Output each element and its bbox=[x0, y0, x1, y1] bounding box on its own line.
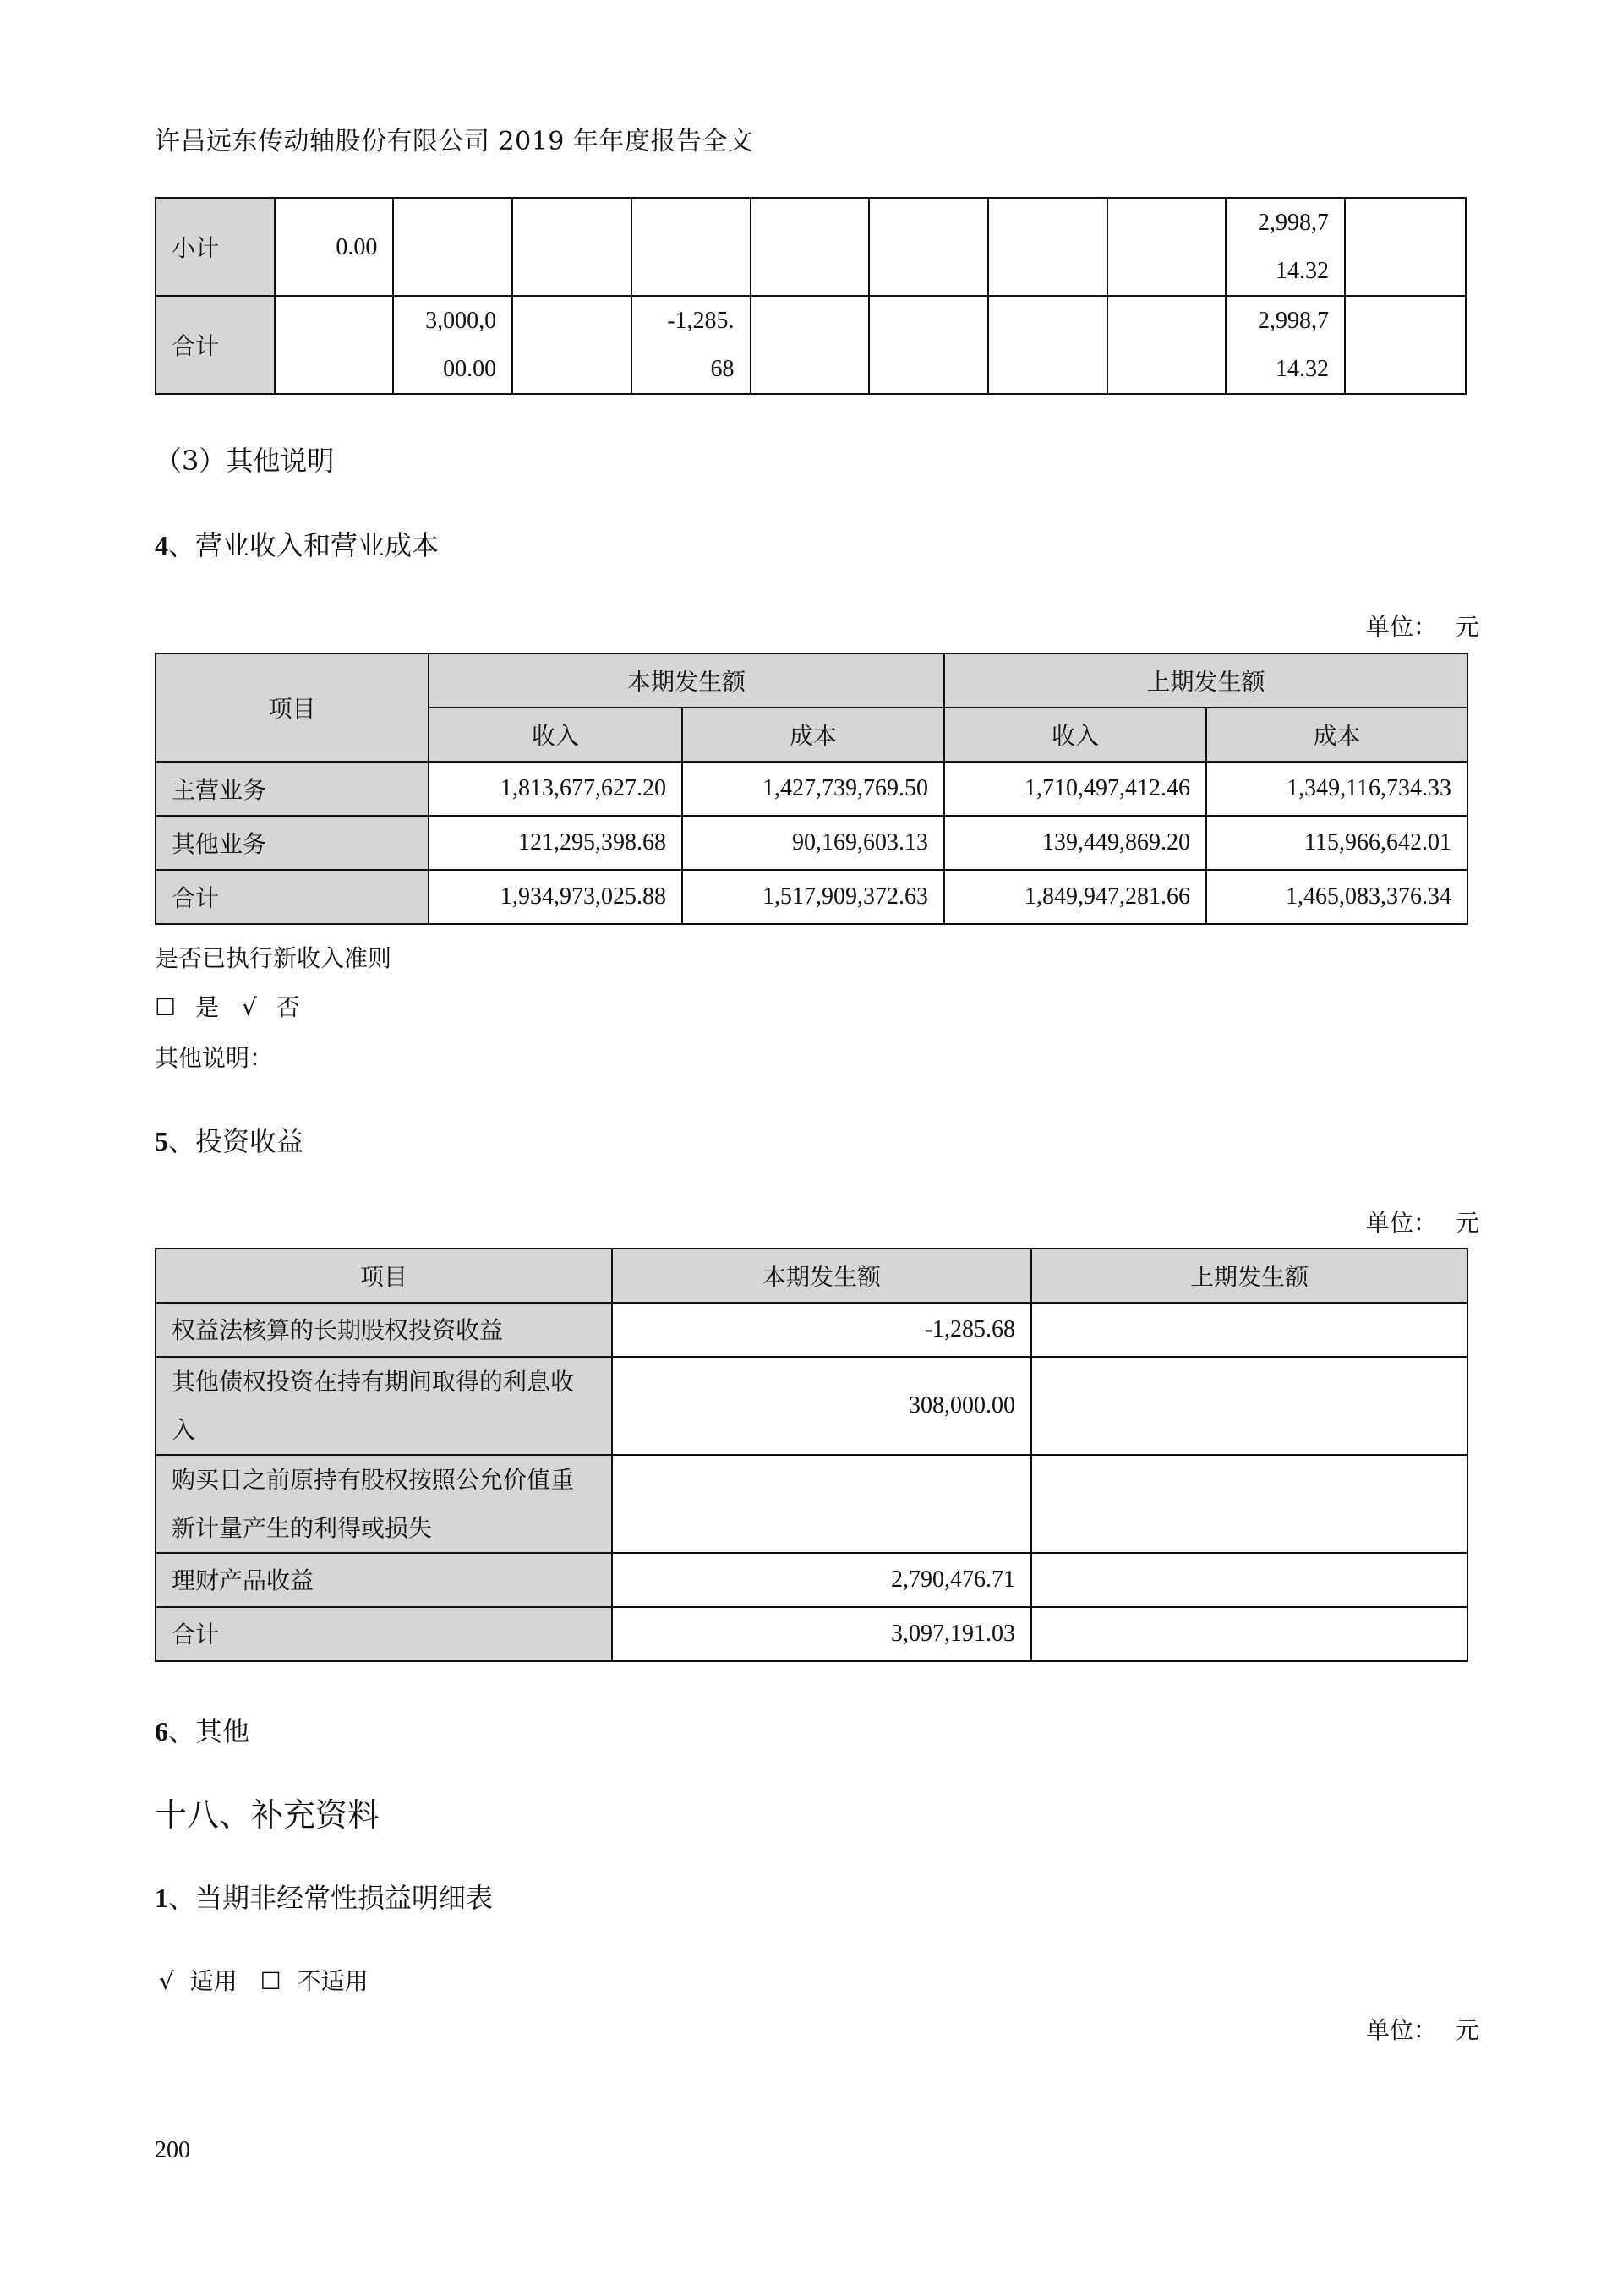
top-table-cell bbox=[988, 296, 1107, 394]
unit-label: 单位： bbox=[1365, 613, 1437, 641]
investment-table bbox=[155, 1248, 1468, 1662]
top-table-cell bbox=[869, 198, 988, 296]
checkbox-empty-icon: ☐ bbox=[260, 1967, 281, 1995]
top-table-cell bbox=[512, 296, 631, 394]
top-table-cell bbox=[751, 198, 870, 296]
revenue-row bbox=[156, 816, 1467, 870]
top-table-row bbox=[156, 198, 1466, 296]
option-applicable: 适用 bbox=[189, 1967, 238, 1995]
option-no: 否 bbox=[276, 993, 300, 1021]
rev-header-income-previous: 收入 bbox=[944, 708, 1206, 762]
investment-row-label: 合计 bbox=[156, 1607, 612, 1661]
top-table-cell: 2,998,7 14.32 bbox=[1226, 198, 1345, 296]
unit-label: 单位： bbox=[1365, 2016, 1437, 2044]
investment-row bbox=[156, 1357, 1467, 1455]
unit-value: 元 bbox=[1455, 613, 1479, 641]
investment-previous bbox=[1031, 1357, 1467, 1455]
investment-previous bbox=[1031, 1303, 1467, 1357]
section-6-number: 6 bbox=[155, 1716, 168, 1747]
top-table-cell: 2,998,7 14.32 bbox=[1226, 296, 1345, 394]
top-table-cell bbox=[631, 198, 751, 296]
top-table-cell bbox=[869, 296, 988, 394]
investment-row-label: 理财产品收益 bbox=[156, 1553, 612, 1607]
rev-header-cost-previous: 成本 bbox=[1206, 708, 1467, 762]
revenue-cell: 1,710,497,412.46 bbox=[944, 762, 1206, 816]
applicable-options bbox=[159, 1963, 369, 1997]
revenue-cell: 121,295,398.68 bbox=[429, 816, 682, 870]
revenue-cell: 139,449,869.20 bbox=[944, 816, 1206, 870]
unit-label: 单位： bbox=[1365, 1209, 1437, 1237]
investment-row bbox=[156, 1455, 1467, 1553]
other-note: 其他说明： bbox=[155, 1044, 274, 1072]
top-table-cell bbox=[275, 296, 394, 394]
checkmark-icon: √ bbox=[159, 1967, 174, 1995]
top-table-row-label: 小计 bbox=[156, 198, 275, 296]
top-table bbox=[155, 197, 1467, 395]
investment-row-label: 权益法核算的长期股权投资收益 bbox=[156, 1303, 612, 1357]
section-18-1-title bbox=[155, 1877, 493, 1916]
revenue-cell: 1,349,116,734.33 bbox=[1206, 762, 1467, 816]
section-5-number: 5 bbox=[155, 1126, 168, 1156]
revenue-cell: 1,849,947,281.66 bbox=[944, 870, 1206, 924]
rev-header-income-current: 收入 bbox=[429, 708, 682, 762]
inv-header-previous: 上期发生额 bbox=[1031, 1249, 1467, 1303]
top-table-cell bbox=[751, 296, 870, 394]
revenue-cell: 1,813,677,627.20 bbox=[429, 762, 682, 816]
investment-current: 3,097,191.03 bbox=[612, 1607, 1031, 1661]
top-table-cell bbox=[512, 198, 631, 296]
section-4-number: 4 bbox=[155, 530, 168, 560]
section-6-text: 、其他 bbox=[168, 1715, 250, 1747]
top-table-cell bbox=[988, 198, 1107, 296]
investment-previous bbox=[1031, 1455, 1467, 1553]
revenue-cell: 1,934,973,025.88 bbox=[429, 870, 682, 924]
new-revenue-options bbox=[155, 989, 300, 1023]
top-table-cell: -1,285. 68 bbox=[631, 296, 751, 394]
revenue-cell: 90,169,603.13 bbox=[682, 816, 944, 870]
revenue-row-label: 主营业务 bbox=[156, 762, 429, 816]
revenue-cell: 115,966,642.01 bbox=[1206, 816, 1467, 870]
revenue-row bbox=[156, 870, 1467, 924]
section-18-1-number: 1 bbox=[155, 1883, 168, 1913]
top-table-cell bbox=[393, 198, 512, 296]
rev-header-current: 本期发生额 bbox=[429, 653, 944, 708]
inv-header-item: 项目 bbox=[156, 1249, 612, 1303]
top-table-cell bbox=[1345, 296, 1466, 394]
revenue-row-label: 合计 bbox=[156, 870, 429, 924]
rev-header-previous: 上期发生额 bbox=[944, 653, 1467, 708]
revenue-cell: 1,427,739,769.50 bbox=[682, 762, 944, 816]
investment-previous bbox=[1031, 1607, 1467, 1661]
investment-row-label: 其他债权投资在持有期间取得的利息收入 bbox=[156, 1357, 612, 1455]
unit-value: 元 bbox=[1455, 2016, 1479, 2044]
section-18-title: 十八、补充资料 bbox=[155, 1796, 380, 1834]
option-yes: 是 bbox=[195, 993, 220, 1021]
checkbox-empty-icon: ☐ bbox=[155, 993, 177, 1021]
page-number: 200 bbox=[155, 2137, 190, 2163]
new-revenue-question: 是否已执行新收入准则 bbox=[155, 944, 392, 972]
section-5-title bbox=[155, 1120, 303, 1159]
section-6-title bbox=[155, 1710, 249, 1749]
investment-current: 2,790,476.71 bbox=[612, 1553, 1031, 1607]
top-table-cell bbox=[1345, 198, 1466, 296]
rev-header-item: 项目 bbox=[156, 653, 429, 762]
section-5-text: 、投资收益 bbox=[168, 1125, 304, 1157]
top-table-row-label: 合计 bbox=[156, 296, 275, 394]
revenue-row bbox=[156, 762, 1467, 816]
investment-current bbox=[612, 1455, 1031, 1553]
unit-line-1 bbox=[1366, 609, 1479, 642]
investment-row bbox=[156, 1303, 1467, 1357]
revenue-cell: 1,465,083,376.34 bbox=[1206, 870, 1467, 924]
top-table-row bbox=[156, 296, 1466, 394]
top-table-cell bbox=[1107, 296, 1227, 394]
inv-header-current: 本期发生额 bbox=[612, 1249, 1031, 1303]
option-not-applicable: 不适用 bbox=[297, 1967, 369, 1995]
investment-current: -1,285.68 bbox=[612, 1303, 1031, 1357]
investment-row bbox=[156, 1553, 1467, 1607]
section-4-text: 、营业收入和营业成本 bbox=[168, 529, 440, 561]
report-header: 许昌远东传动轴股份有限公司 2019 年年度报告全文 bbox=[155, 127, 754, 156]
revenue-table bbox=[155, 653, 1468, 925]
investment-row bbox=[156, 1607, 1467, 1661]
rev-header-cost-current: 成本 bbox=[682, 708, 944, 762]
investment-current: 308,000.00 bbox=[612, 1357, 1031, 1455]
top-table-cell: 0.00 bbox=[275, 198, 394, 296]
unit-line-2 bbox=[1366, 1205, 1479, 1238]
unit-value: 元 bbox=[1455, 1209, 1479, 1237]
unit-line-3 bbox=[1366, 2012, 1479, 2046]
revenue-row-label: 其他业务 bbox=[156, 816, 429, 870]
section-18-1-text: 、当期非经常性损益明细表 bbox=[168, 1882, 494, 1914]
top-table-cell: 3,000,0 00.00 bbox=[393, 296, 512, 394]
section-3-title: （3）其他说明 bbox=[155, 445, 335, 477]
revenue-cell: 1,517,909,372.63 bbox=[682, 870, 944, 924]
section-4-title bbox=[155, 524, 439, 563]
checkmark-icon: √ bbox=[241, 993, 257, 1021]
top-table-cell bbox=[1107, 198, 1227, 296]
investment-previous bbox=[1031, 1553, 1467, 1607]
investment-row-label: 购买日之前原持有股权按照公允价值重新计量产生的利得或损失 bbox=[156, 1455, 612, 1553]
